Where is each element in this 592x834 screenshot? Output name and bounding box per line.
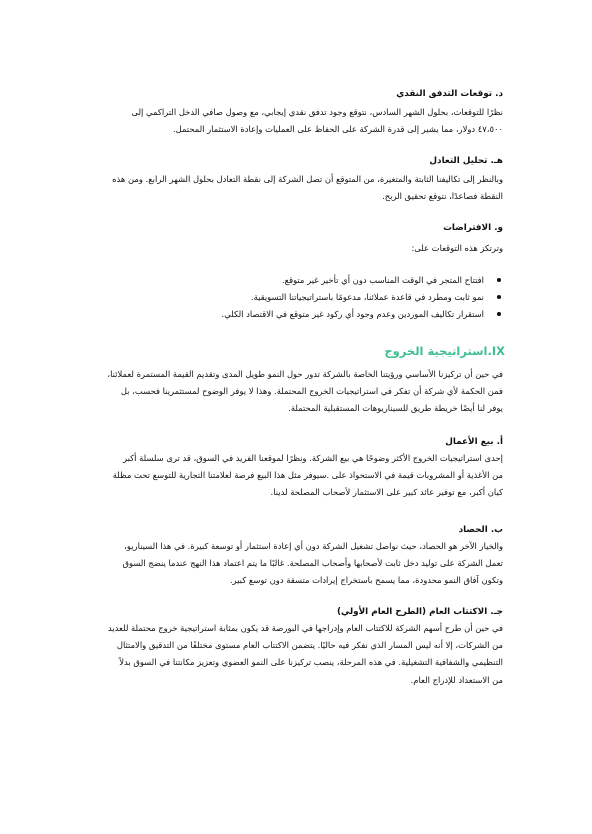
exit-option-heading: أ. بيع الأعمال — [445, 437, 503, 447]
list-item-text: استقرار تكاليف الموردين وعدم وجود أي ركود غير متوقع في الاقتصاد الكلي. — [221, 309, 484, 319]
list-item — [100, 289, 503, 306]
exit-option-heading: ب. الحصاد — [458, 525, 503, 535]
exit-option-heading: جـ. الاكتتاب العام (الطرح العام الأولي) — [336, 607, 503, 617]
exit-option-line: إحدى استراتيجيات الخروج الأكثر وضوحًا هي بيع الشركة. ونظرًا لموقعنا الفريد في السوق، قد ترى سلسلة أكبر — [123, 453, 503, 463]
bullet-icon — [497, 278, 501, 282]
exit-intro-line: يوفر لنا أيضًا خريطة طريق للسيناريوهات المستقبلية المحتملة. — [288, 403, 503, 414]
cashflow-line: ٤٧،٥٠٠ دولار، مما يشير إلى قدرة الشركة على الحفاظ على العمليات وإعادة الاستثمار المحتمل. — [172, 124, 503, 135]
exit-option-line: وتكون آفاق النمو محدودة، مما يسمح باستخراج إيرادات متسقة دون توسع كبير. — [229, 575, 503, 586]
exit-intro-section — [86, 366, 503, 418]
exit-option-line: من الاستعداد للإدراج العام. — [410, 674, 503, 685]
breakeven-section — [86, 155, 503, 205]
list-item — [100, 272, 503, 289]
exit-option-line: من الأغذية أو المشروبات قيمة في الاستحواذ على .سيوفر مثل هذا البيع فرصة لعلامتنا التجارية للتوسع تحت مظلة — [112, 470, 503, 481]
exit-option-paragraph — [86, 538, 503, 590]
list-item-text: افتتاح المتجر في الوقت المناسب دون أي تأخير غير متوقع. — [281, 275, 484, 285]
exit-option-sale — [86, 436, 503, 502]
exit-option-harvest — [86, 524, 503, 590]
exit-intro-paragraph — [86, 366, 503, 418]
bullet-icon — [497, 312, 501, 316]
list-item-text: نمو ثابت ومطرد في قاعدة عملائنا، مدعومًا باستراتيجياتنا التسويقية. — [250, 292, 484, 302]
exit-intro-line: فمن الحكمة لأي شركة أن تفكر في استراتيجيات الخروج المحتملة. وهذا لا يوفر الوضوح لمستثمرينا فحسب، بل — [120, 386, 503, 397]
exit-option-line: من الشركات، إلا أنه ليس المسار الذي نفكر فيه حاليًا. يتضمن الاكتتاب العام مستوى مختلفًا من التدقيق والامتثال — [116, 640, 503, 651]
assumptions-intro-line: وترتكز هذه التوقعات على: — [411, 243, 503, 253]
bullet-icon — [497, 295, 501, 299]
exit-option-ipo — [86, 606, 503, 689]
breakeven-line: النقطة فصاعدًا، نتوقع تحقيق الربح. — [382, 191, 503, 202]
exit-option-line: تعمل الشركة على توليد دخل ثابت لأصحابها وأصحاب المصلحة. غالبًا ما يتم اعتماد هذا النهج عندما ينضج السوق — [122, 558, 503, 569]
exit-option-paragraph — [86, 620, 503, 689]
cashflow-line: نظرًا للتوقعات، بحلول الشهر السادس، نتوقع وجود تدفق نقدي إيجابي، مع وصول صافي الدخل التراكمي إلى — [131, 107, 503, 117]
cashflow-paragraph — [86, 104, 503, 138]
list-item — [100, 306, 503, 323]
cashflow-section — [86, 88, 503, 138]
exit-intro-line: في حين أن تركيزنا الأساسي ورؤيتنا الخاصة بالشركة تدور حول النمو طويل المدى وتقديم القيمة المستمرة لعملائنا، — [107, 369, 503, 379]
breakeven-heading: هـ. تحليل التعادل — [429, 156, 503, 166]
exit-option-line: في حين أن طرح أسهم الشركة للاكتتاب العام وإدراجها في البورصة قد يكون بمثابة استراتيجية خروج محتملة للعديد — [107, 623, 503, 633]
assumptions-section — [86, 222, 503, 257]
exit-option-line: التنظيمي والشفافية التشغيلية. في هذه المرحلة، ينصب تركيزنا على النمو العضوي وتعزيز مكانتنا في السوق بدلاً — [119, 657, 503, 668]
assumptions-heading: و. الافتراضات — [443, 223, 503, 233]
exit-strategy-heading: IX.استراتيجية الخروج — [384, 344, 505, 358]
assumptions-intro — [86, 240, 503, 257]
exit-option-paragraph — [86, 450, 503, 502]
exit-option-line: والخيار الآخر هو الحصاد، حيث نواصل تشغيل الشركة دون أي إعادة استثمار أو توسعة كبيرة. في هذا السيناريو، — [124, 541, 503, 551]
cashflow-heading: د. توقعات التدفق النقدي — [396, 89, 503, 99]
breakeven-line: وبالنظر إلى تكاليفنا الثابتة والمتغيرة، من المتوقع أن تصل الشركة إلى نقطة التعادل بحلول الشهر الرابع. ومن هذه — [112, 174, 503, 184]
exit-option-line: كيان أكبر، مع توفير عائد كبير على الاستثمار لأصحاب المصلحة لدينا. — [270, 487, 503, 498]
breakeven-paragraph — [86, 171, 503, 205]
assumptions-list — [100, 272, 503, 323]
